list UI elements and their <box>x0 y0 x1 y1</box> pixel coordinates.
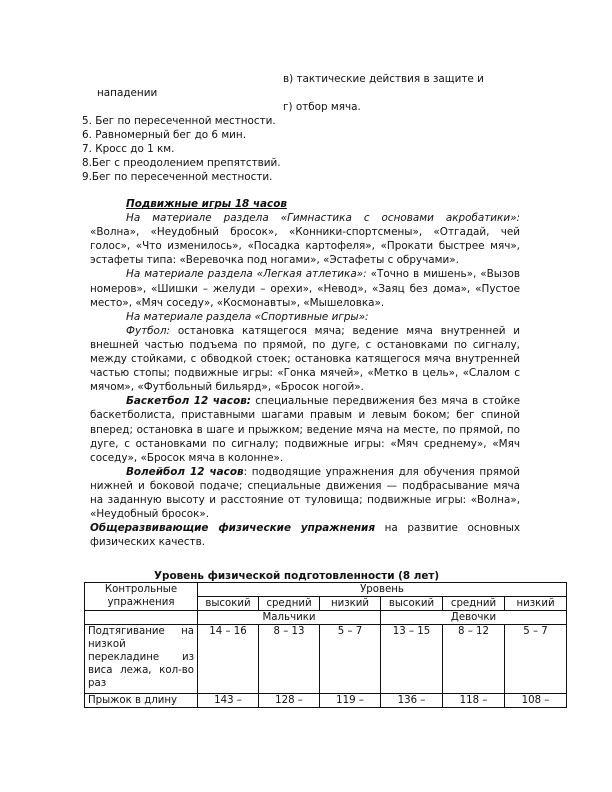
level-header: высокий <box>198 597 259 611</box>
volleyball-text: : подводящие упражнения для обучения прямой нижней и боковой подаче; специальные движения — подбрасывание мяча на заданную высоту и расстояние от туловища; подвижные игры: «Волна», «Неудобный бросок». <box>90 465 521 521</box>
sub-item-c: в) тактические действия в защите и <box>283 73 484 85</box>
col-exercises-header: Контрольные упражнения <box>85 583 198 611</box>
table-title: Уровень физической подготовленности (8 лет) <box>154 570 440 582</box>
table-cell: 14 – 16 <box>198 625 259 694</box>
general-label: Общеразвивающие физические упражнения <box>90 522 376 535</box>
table-cell: 108 – <box>505 694 567 708</box>
list-item-7: 7. Кросс до 1 км. <box>82 143 175 155</box>
table-row <box>85 694 567 708</box>
col-level-header: Уровень <box>198 583 567 597</box>
table-cell: 136 – <box>381 694 443 708</box>
table-cell: 118 – <box>443 694 505 708</box>
table-header-row <box>85 583 567 597</box>
level-header: низкий <box>505 597 567 611</box>
table-cell: 119 – <box>320 694 381 708</box>
gym-heading: На материале раздела «Гимнастика с основами акробатики»: <box>126 212 520 225</box>
exercise-name: Подтягивание на низкой перекладине из виса лежа, кол-во раз <box>85 625 198 694</box>
volleyball-label: Волейбол 12 часов <box>126 465 244 478</box>
athletics-text: «Точно в мишень», «Вызов номеров», «Шишки – желуди – орехи», «Невод», «Заяц без дома», «Пустое место», «Мяч соседу», «Космонавты», «Мышеловка». <box>90 268 521 309</box>
boys-header: Мальчики <box>198 611 381 625</box>
level-header: средний <box>443 597 505 611</box>
list-item-5: 5. Бег по пересеченной местности. <box>82 115 276 127</box>
gym-text: «Волна», «Неудобный бросок», «Конники-спортсмены», «Отгадай, чей голос», «Что изменилось», «Посадка картофеля», «Прокати быстрее мяч», эстафеты типа: «Веревочка под ногами», «Эстафеты с обручами». <box>90 226 520 267</box>
table-cell: 128 – <box>259 694 320 708</box>
fitness-table <box>84 582 567 708</box>
basketball-text: специальные передвижения без мяча в стойке баскетболиста, приставными шагами правым и левым боком; бег спиной вперед; остановка в шаге и прыжком; ведение мяча на месте, по прямой, по дуге, с остановками по сигналу; подвижные игры: «Мяч среднему», «Мяч соседу», «Бросок мяча в колонне». <box>90 395 520 464</box>
exercise-name: Прыжок в длину <box>85 694 198 708</box>
gender-blank-cell <box>85 611 198 625</box>
level-header: низкий <box>320 597 381 611</box>
table-cell: 13 – 15 <box>381 625 443 694</box>
table-cell: 5 – 7 <box>320 625 381 694</box>
general-text: на развитие основных физических качеств. <box>90 522 521 549</box>
games-section <box>90 197 520 549</box>
table-gender-row <box>85 611 567 625</box>
athletics-heading: На материале раздела «Легкая атлетика»: <box>126 268 367 281</box>
table-cell: 8 – 13 <box>259 625 320 694</box>
table-cell: 143 – <box>198 694 259 708</box>
sport-heading: На материале раздела «Спортивные игры»: <box>126 310 369 323</box>
level-header: высокий <box>381 597 443 611</box>
football-text: остановка катящегося мяча; ведение мяча внутренней и внешней частью подъема по прямой, по дуге, с остановками по сигналу, между стойками, с обводкой стоек; остановка катящегося мяча внутренней частью стопы; подвижные игры: «Гонка мячей», «Метко в цель», «Слалом с мячом», «Футбольный бильярд», «Бросок ногой». <box>90 324 520 394</box>
football-label: Футбол: <box>126 324 171 337</box>
sub-item-c-cont: нападении <box>97 87 158 99</box>
section-heading: Подвижные игры 18 часов <box>126 198 287 210</box>
level-header: средний <box>259 597 320 611</box>
girls-header: Девочки <box>381 611 567 625</box>
list-item-8: 8.Бег с преодолением препятствий. <box>82 157 281 169</box>
list-item-6: 6. Равномерный бег до 6 мин. <box>82 129 247 141</box>
table-row <box>85 625 567 694</box>
list-item-9: 9.Бег по пересеченной местности. <box>82 171 273 183</box>
table-cell: 5 – 7 <box>505 625 567 694</box>
table-cell: 8 – 12 <box>443 625 505 694</box>
sub-item-d: г) отбор мяча. <box>283 101 361 113</box>
basketball-label: Баскетбол 12 часов: <box>126 395 251 408</box>
